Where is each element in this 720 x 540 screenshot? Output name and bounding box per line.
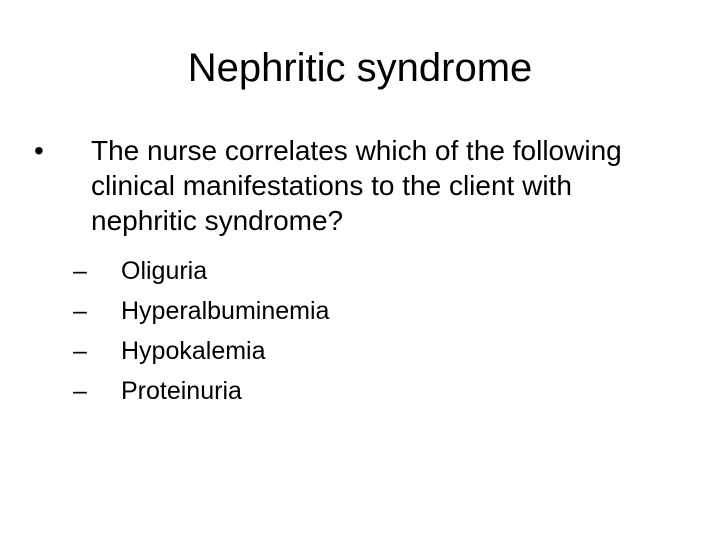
dash-icon: –	[73, 337, 87, 365]
answer-option	[0, 371, 720, 411]
question-text: The nurse correlates which of the following clinical manifestations to the client with nephritic syndrome?	[91, 135, 622, 236]
dash-icon: –	[73, 377, 87, 405]
answer-option	[0, 251, 720, 291]
answer-option-label: Proteinuria	[121, 377, 242, 405]
answer-option	[0, 331, 720, 371]
answer-option-label: Hyperalbuminemia	[121, 297, 330, 325]
answer-option-label: Hypokalemia	[121, 337, 266, 365]
answer-option-label: Oliguria	[121, 257, 208, 285]
dash-icon: –	[73, 297, 87, 325]
slide-title: Nephritic syndrome	[187, 46, 533, 90]
dash-icon: –	[73, 257, 87, 285]
bullet-icon: •	[34, 135, 44, 166]
answer-options	[0, 251, 720, 411]
answer-option	[0, 291, 720, 331]
